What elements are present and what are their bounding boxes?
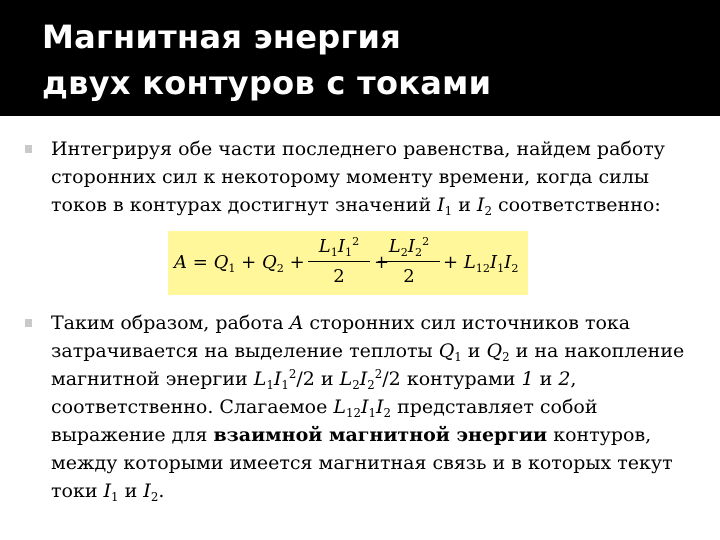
work-formula: [168, 231, 528, 295]
formula-lhs: $A = Q_1 + Q_2$ +: [174, 252, 305, 275]
p1-line-1: Интегрируя обе части последнего равенства, найдем работу: [51, 138, 665, 160]
slide-title: [42, 14, 491, 106]
p1-line-3: токов в контурах достигнут значений $I_1$ и $I_2$ соответственно:: [51, 194, 661, 218]
p1-line-2: сторонних сил к некоторому моменту времени, когда силы: [51, 166, 650, 188]
p2-line-6: между которыми имеется магнитная связь и в которых текут: [51, 452, 673, 474]
paragraph-2: [51, 309, 701, 505]
title-line-2: двух контуров с токами: [42, 64, 492, 102]
p2-line-2: затрачивается на выделение теплоты $Q_1$ и $Q_2$ и на накопление: [51, 340, 685, 364]
bullet-marker-2: [25, 319, 32, 327]
paragraph-1: [51, 135, 701, 219]
title-bar: [0, 0, 720, 116]
p2-line-5: выражение для взаимной магнитной энергии контуров,: [51, 424, 652, 446]
fraction-self-energy-1: $L_1I_1^2$ 2: [308, 235, 370, 289]
p2-line-7: токи $I_1$ и $I_2$.: [51, 480, 165, 504]
formula-plus: +: [374, 252, 390, 273]
p2-line-3: магнитной энергии $L_1I_1^2/2$ и $L_2I_2^2/2$ контурами 1 и 2,: [51, 367, 577, 392]
formula-mutual-term: + $L_{12}I_1I_2$: [443, 252, 519, 275]
p2-line-4: соответственно. Слагаемое $L_{12}I_1I_2$ представляет собой: [51, 396, 598, 420]
bold-term-mutual-energy: взаимной магнитной энергии: [213, 424, 548, 446]
p2-line-1: Таким образом, работа A сторонних сил источников тока: [51, 312, 631, 334]
bullet-marker-1: [25, 145, 32, 153]
title-line-1: Магнитная энергия: [42, 18, 402, 56]
fraction-self-energy-2: $L_2I_2^2$ 2: [378, 235, 440, 289]
